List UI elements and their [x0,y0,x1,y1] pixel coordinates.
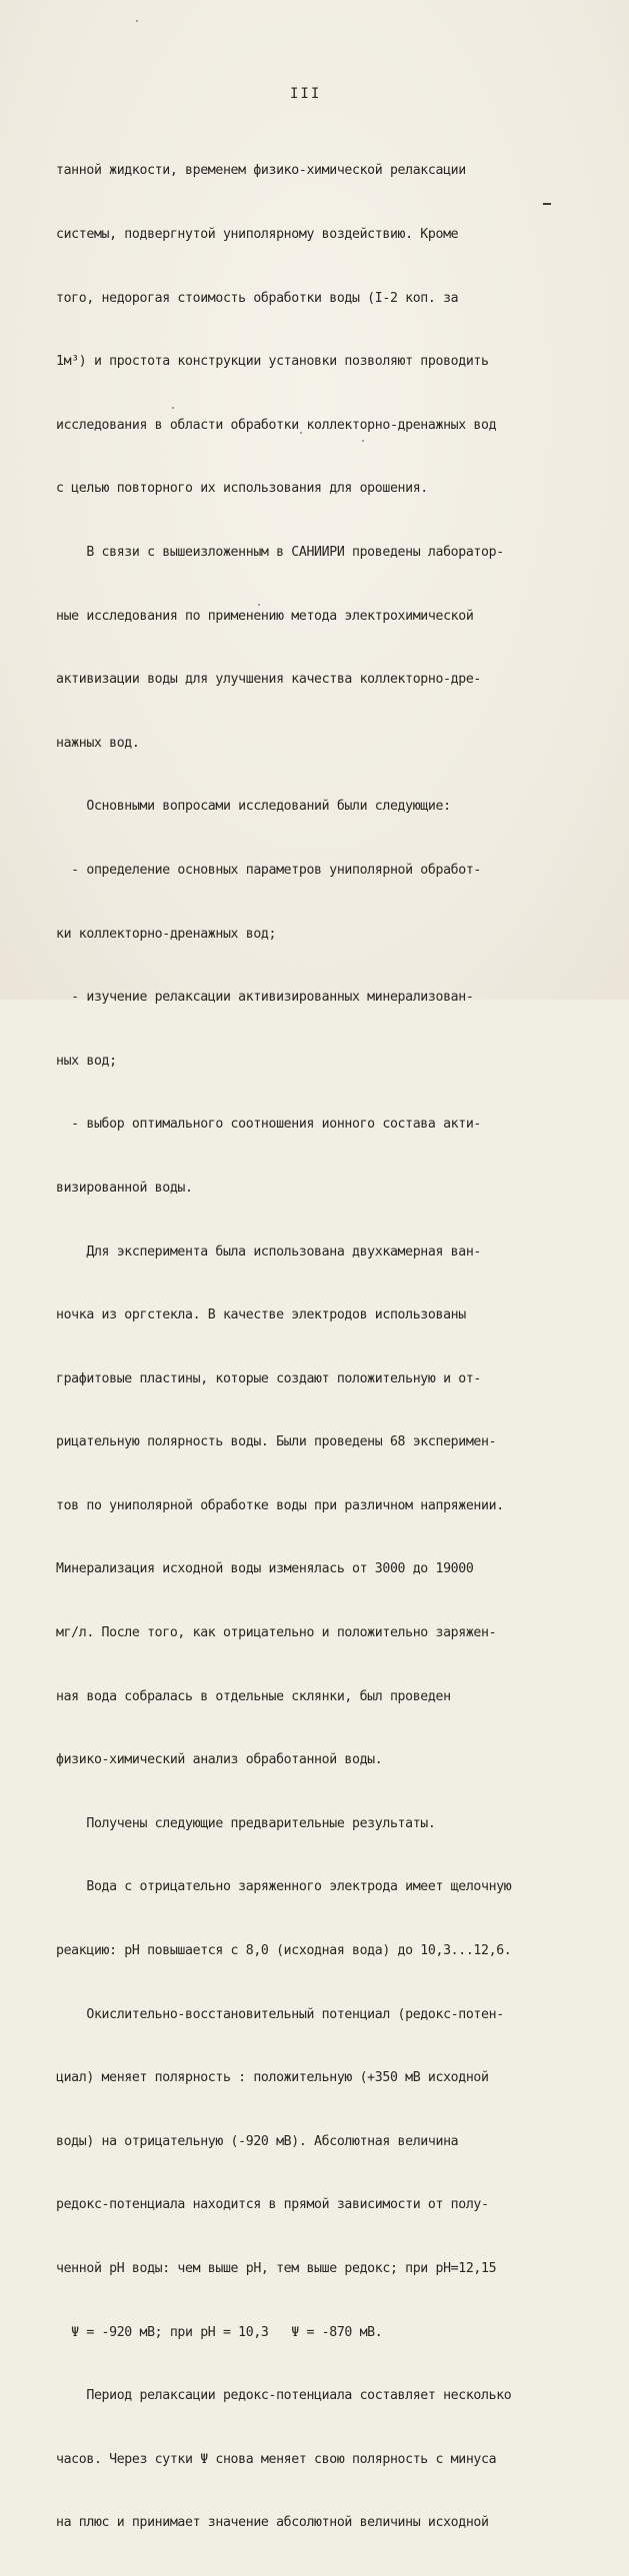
text-line: ки коллекторно-дренажных вод; [56,926,277,942]
text-line: Вода с отрицательно заряженного электрода имеет щелочную [56,1879,512,1895]
text-line: - изучение релаксации активизированных минерализован- [56,990,474,1006]
text-line: Минерализация исходной воды изменялась от 3000 до 19000 [56,1561,474,1577]
text-line: воды) на отрицательную (-920 мВ). Абсолютная величина [56,2133,459,2149]
text-line: Получены следующие предварительные результаты. [56,1815,436,1831]
text-line: Ψ = -920 мВ; при рН = 10,3 Ψ = -870 мВ. [56,2324,383,2340]
text-line: активизации воды для улучшения качества коллекторно-дре- [56,672,482,688]
text-line: тов по униполярной обработке воды при различном напряжении. [56,1497,504,1513]
text-line: рицательную полярность воды. Были проведены 68 эксперимен- [56,1434,497,1450]
text-line: мг/л. После того, как отрицательно и положительно заряжен- [56,1625,497,1641]
paper-speck [136,20,138,22]
text-line: на плюс и принимает значение абсолютной величины исходной [56,2515,489,2531]
text-line: 1м³) и простота конструкции установки позволяют проводить [56,354,489,370]
text-line: ных вод; [56,1053,117,1069]
text-line: Период релаксации редокс-потенциала составляет несколько [56,2388,512,2404]
text-line: танной жидкости, временем физико-химической релаксации [56,163,466,179]
text-line: визированной воды. [56,1180,193,1196]
text-line: системы, подвергнутой униполярному воздействию. Кроме [56,227,459,242]
text-line: физико-химический анализ обработанной воды. [56,1752,383,1768]
text-line: циал) меняет полярность : положительную (+350 мВ исходной [56,2070,489,2086]
text-line: ченной рН воды: чем выше рН, тем выше редокс; при рН=12,15 [56,2261,497,2276]
text-line: Окислительно-восстановительный потенциал (редокс-потен- [56,2006,504,2022]
text-line: редокс-потенциала находится в прямой зависимости от полу- [56,2197,489,2213]
text-line: реакцию: рН повышается с 8,0 (исходная вода) до 10,3...12,6. [56,1943,512,1959]
text-line: исследования в области обработки коллекторно-дренажных вод [56,417,497,433]
text-line: с целью повторного их использования для орошения. [56,481,428,497]
body-text [56,118,616,2576]
text-line: ные исследования по применению метода электрохимической [56,608,474,624]
page-number: III [290,86,322,102]
text-line: того, недорогая стоимость обработки воды (I-2 коп. за [56,290,459,306]
text-line: часов. Через сутки Ψ снова меняет свою полярность с минуса [56,2451,497,2467]
text-line: ная вода собралась в отдельные склянки, был проведен [56,1688,451,1704]
text-line: графитовые пластины, которые создают положительную и от- [56,1370,482,1386]
text-line: ночка из оргстекла. В качестве электродов использованы [56,1307,466,1323]
text-line: - определение основных параметров униполярной обработ- [56,862,482,878]
text-line: В связи с вышеизложенным в САНИИРИ проведены лаборатор- [56,544,504,560]
text-line: - выбор оптимального соотношения ионного состава акти- [56,1117,482,1133]
text-line: Основными вопросами исследований были следующие: [56,799,451,815]
text-line: нажных вод. [56,735,140,751]
text-line: Для эксперимента была использована двухкамерная ван- [56,1244,482,1260]
